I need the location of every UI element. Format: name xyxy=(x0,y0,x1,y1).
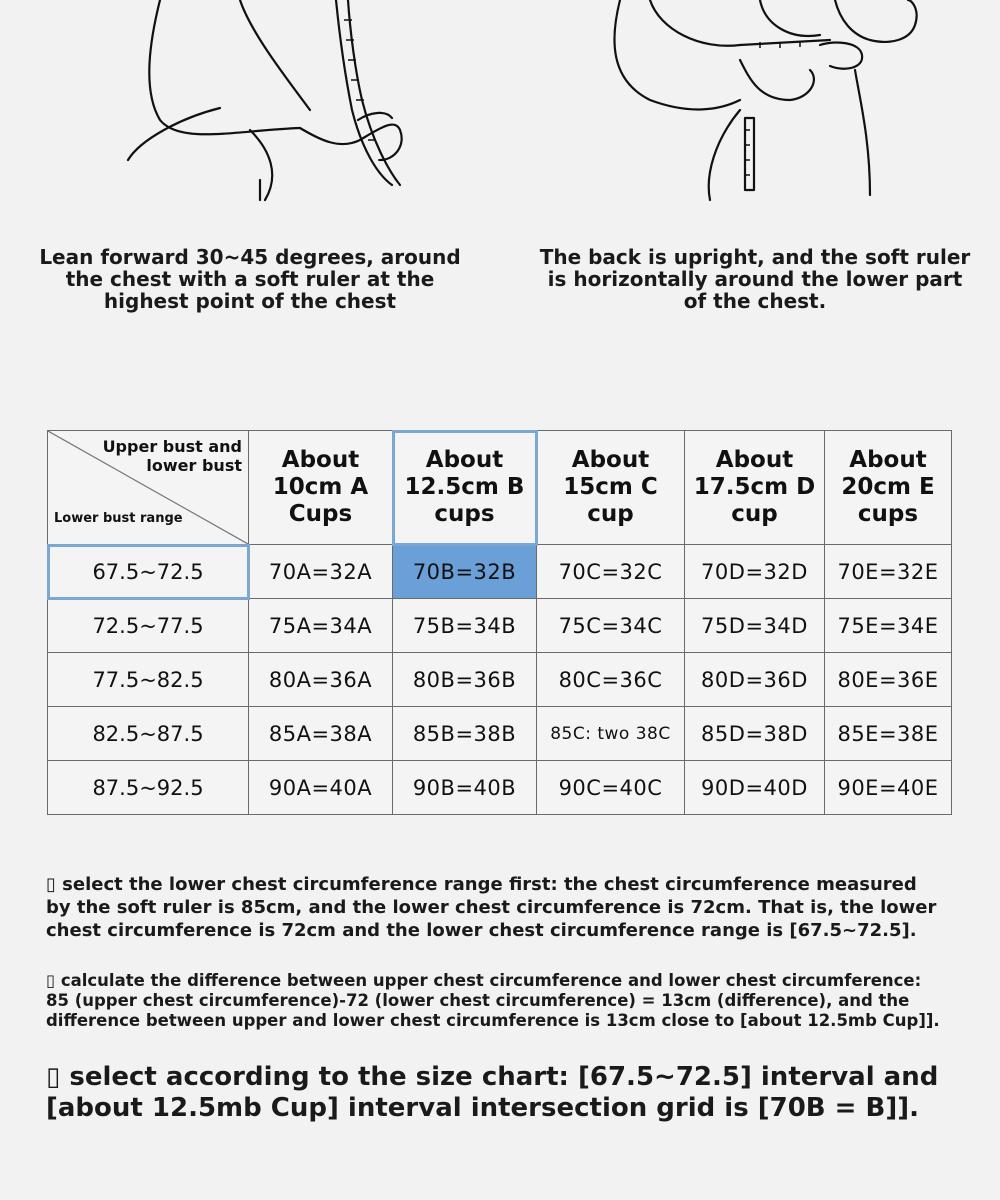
header-cup-e: About 20cm E cups xyxy=(825,431,952,545)
size-cell: 80B=36B xyxy=(393,653,537,707)
instruction-step-2: ▯ calculate the difference between upper chest circumference and lower chest circumference: 85 (upper chest circumference)-72 (lower chest circumference) = 13cm (difference), and the difference between upper and lower chest circumference is 13cm close to [about 12.5mb Cup]]. xyxy=(46,971,940,1030)
range-cell: 67.5~72.5 xyxy=(48,545,249,599)
size-cell: 80A=36A xyxy=(249,653,393,707)
header-cup-d: About 17.5cm D cup xyxy=(685,431,825,545)
size-cell: 80C=36C xyxy=(537,653,685,707)
size-cell: 85A=38A xyxy=(249,707,393,761)
size-cell: 90B=40B xyxy=(393,761,537,815)
size-cell: 75A=34A xyxy=(249,599,393,653)
size-cell: 90E=40E xyxy=(825,761,952,815)
table-row xyxy=(48,761,952,815)
size-cell: 85B=38B xyxy=(393,707,537,761)
size-cell: 70C=32C xyxy=(537,545,685,599)
corner-upper-label: Upper bust and lower bust xyxy=(102,437,242,475)
size-cell: 90C=40C xyxy=(537,761,685,815)
table-row xyxy=(48,707,952,761)
table-row xyxy=(48,599,952,653)
size-cell: 85D=38D xyxy=(685,707,825,761)
size-cell: 80E=36E xyxy=(825,653,952,707)
size-cell: 90D=40D xyxy=(685,761,825,815)
size-cell: 80D=36D xyxy=(685,653,825,707)
size-cell-highlighted: 70B=32B xyxy=(393,545,537,599)
range-cell: 77.5~82.5 xyxy=(48,653,249,707)
header-cup-b: About 12.5cm B cups xyxy=(393,431,537,545)
size-cell: 70A=32A xyxy=(249,545,393,599)
size-cell: 70E=32E xyxy=(825,545,952,599)
range-cell: 87.5~92.5 xyxy=(48,761,249,815)
header-cup-a: About 10cm A Cups xyxy=(249,431,393,545)
size-cell: 75B=34B xyxy=(393,599,537,653)
header-cup-c: About 15cm C cup xyxy=(537,431,685,545)
table-corner-cell xyxy=(48,431,249,545)
range-cell: 72.5~77.5 xyxy=(48,599,249,653)
size-cell: 70D=32D xyxy=(685,545,825,599)
caption-upright: The back is upright, and the soft ruler is horizontally around the lower part of the chest. xyxy=(539,245,971,313)
size-cell: 75D=34D xyxy=(685,599,825,653)
header-row xyxy=(48,431,952,545)
caption-lean-forward: Lean forward 30~45 degrees, around the chest with a soft ruler at the highest point of the chest xyxy=(39,245,461,313)
size-cell: 85C: two 38C xyxy=(537,707,685,761)
range-cell: 82.5~87.5 xyxy=(48,707,249,761)
size-cell: 75C=34C xyxy=(537,599,685,653)
table-row xyxy=(48,545,952,599)
corner-lower-label: Lower bust range xyxy=(54,511,183,526)
size-cell: 90A=40A xyxy=(249,761,393,815)
table-row xyxy=(48,653,952,707)
size-cell: 85E=38E xyxy=(825,707,952,761)
lean-forward-measure-illustration xyxy=(100,0,430,205)
instruction-step-3: ▯ select according to the size chart: [67.5~72.5] interval and [about 12.5mb Cup] interval intersection grid is [70B = B]]. xyxy=(46,1062,939,1123)
instruction-step-1: ▯ select the lower chest circumference range first: the chest circumference measured by the soft ruler is 85cm, and the lower chest circumference is 72cm. That is, the lower chest circumference is 72cm and the lower chest circumference range is [67.5~72.5]. xyxy=(46,874,937,941)
upright-measure-illustration xyxy=(590,0,930,205)
size-cell: 75E=34E xyxy=(825,599,952,653)
size-chart-table xyxy=(47,430,952,815)
